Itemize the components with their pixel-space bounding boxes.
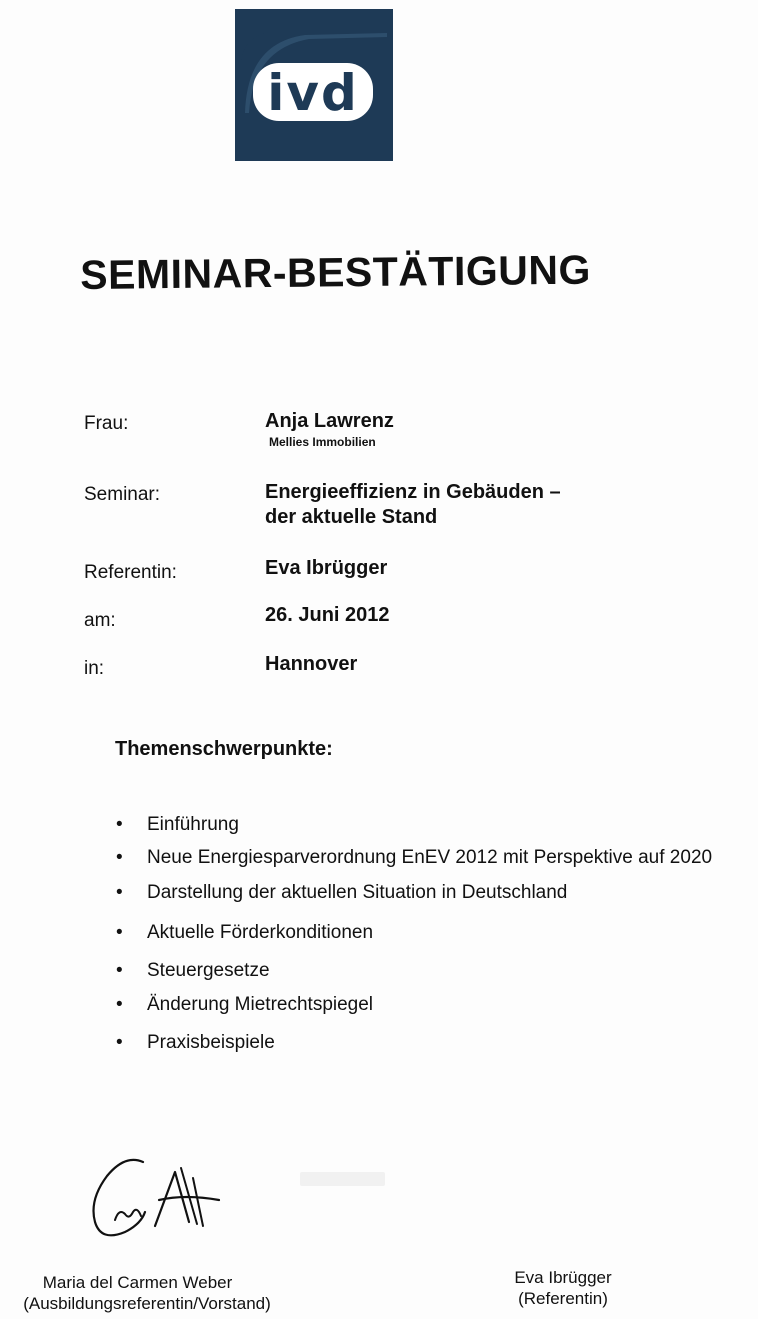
seminar-date: 26. Juni 2012 (265, 604, 390, 626)
topic-text: Neue Energiesparverordnung EnEV 2012 mit Perspektive auf 2020 (147, 847, 713, 868)
topic-item (116, 994, 373, 1016)
bullet-icon: • (116, 960, 123, 981)
seminar-title-line2: der aktuelle Stand (265, 506, 438, 528)
topic-text: Einführung (147, 814, 239, 835)
bullet-icon: • (116, 814, 123, 835)
topic-item (116, 960, 270, 982)
bullet-icon: • (116, 994, 123, 1015)
topic-text: Praxisbeispiele (147, 1032, 275, 1053)
seminar-title-line1: Energieeffizienz in Gebäuden – (265, 481, 561, 503)
seminar-location: Hannover (265, 653, 358, 675)
topic-text: Steuergesetze (147, 960, 270, 981)
referentin-label: Referentin: (84, 562, 177, 583)
right-signature-role-caption (498, 1288, 628, 1309)
date-label: am: (84, 610, 116, 631)
frau-label: Frau: (84, 413, 129, 434)
topic-item (116, 1032, 275, 1054)
right-signer-role: (Referentin) (518, 1289, 608, 1308)
bullet-icon: • (116, 882, 123, 903)
faint-stamp (300, 1172, 385, 1186)
handwritten-signature (85, 1150, 225, 1250)
topics-heading: Themenschwerpunkte: (115, 738, 333, 760)
right-signer-name: Eva Ibrügger (514, 1268, 612, 1287)
left-signature-caption (30, 1272, 245, 1293)
referentin-name: Eva Ibrügger (265, 557, 388, 579)
right-signature-caption (498, 1267, 628, 1288)
topic-text: Aktuelle Förderkonditionen (147, 922, 374, 943)
topic-item (116, 814, 239, 836)
location-label: in: (84, 658, 105, 679)
document-title: SEMINAR-BESTÄTIGUNG (80, 246, 592, 298)
left-signer-name: Maria del Carmen Weber (42, 1273, 233, 1292)
bullet-icon: • (116, 847, 123, 868)
topic-text: Darstellung der aktuellen Situation in Deutschland (147, 882, 568, 903)
ivd-logo (235, 9, 393, 161)
bullet-icon: • (116, 922, 123, 943)
topic-item (116, 922, 373, 944)
svg-text:ivd: ivd (267, 64, 359, 122)
topic-item (116, 882, 567, 904)
seminar-label: Seminar: (84, 484, 161, 505)
ivd-logo-graphic (235, 9, 393, 161)
participant-name: Anja Lawrenz (265, 410, 394, 432)
topic-text: Änderung Mietrechtspiegel (147, 994, 374, 1015)
participant-company: Mellies Immobilien (269, 435, 376, 449)
left-signature-role-caption (6, 1293, 288, 1314)
left-signer-role: (Ausbildungsreferentin/Vorstand) (23, 1294, 271, 1313)
bullet-icon: • (116, 1032, 123, 1053)
topic-item (116, 847, 712, 869)
